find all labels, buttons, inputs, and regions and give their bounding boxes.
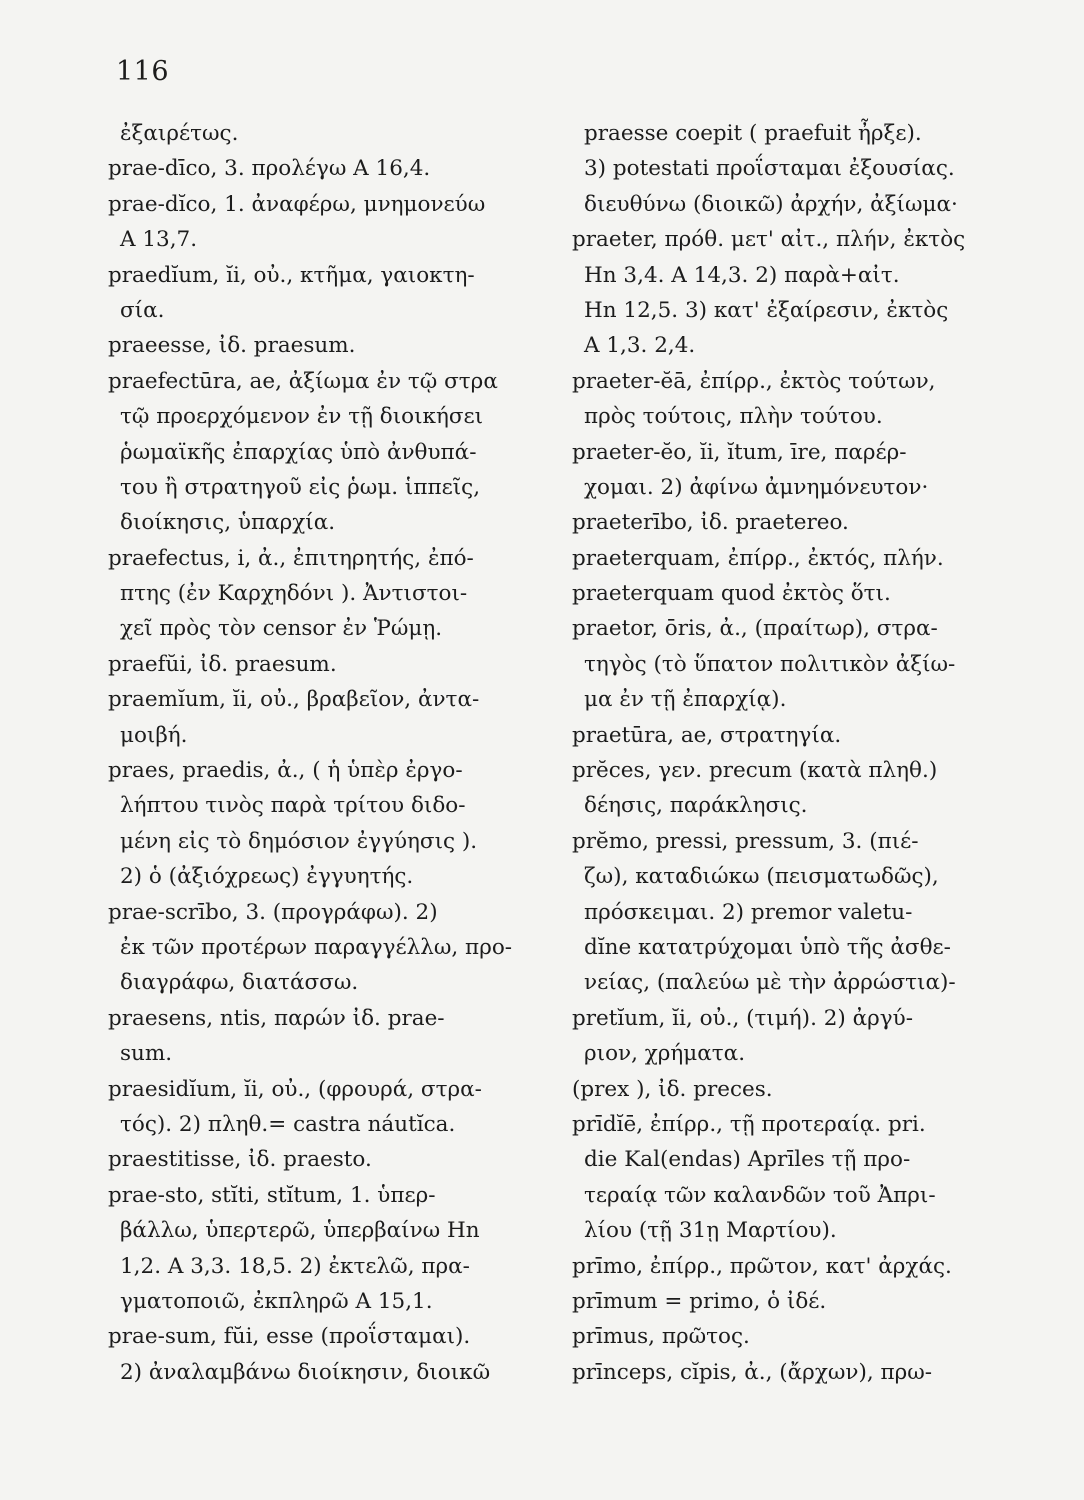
dictionary-line: praeterquam quod ἐκτὸς ὅτι. [572,581,891,607]
dictionary-line: prīmus, πρῶτος. [572,1324,750,1350]
dictionary-line: praeter-ĕo, ĭi, ĭtum, īre, παρέρ- [572,439,907,465]
dictionary-line: ἐκ τῶν προτέρων παραγγέλλω, προ- [120,934,513,960]
dictionary-line: praeterībo, ἰδ. praetereo. [572,510,849,536]
dictionary-line: prae-dīco, 3. προλέγω A 16,4. [108,156,431,182]
dictionary-line: νείας, (παλεύω μὲ τὴν ἀρρώστια)- [584,970,956,996]
dictionary-line: praemĭum, ĭi, οὐ., βραβεῖον, ἀντα- [108,687,480,713]
dictionary-line: μένη εἰς τὸ δημόσιον ἐγγύησις ). [120,828,478,854]
left-column [108,116,548,1390]
dictionary-line: praefŭi, ἰδ. praesum. [108,651,337,677]
dictionary-line: 3) potestati προΐσταμαι ἐξουσίας. [584,156,955,182]
dictionary-line: δέησις, παράκλησις. [584,793,808,819]
dictionary-line: sum. [120,1041,173,1067]
dictionary-line: dĭne κατατρύχομαι ὑπὸ τῆς ἀσθε- [584,934,951,960]
dictionary-line: πρὸς τούτοις, πλὴν τούτου. [584,404,883,430]
dictionary-line: praeter, πρόθ. μετ' αἰτ., πλήν, ἐκτὸς [572,227,966,253]
dictionary-line: prīmo, ἐπίρρ., πρῶτον, κατ' ἀρχάς. [572,1253,952,1279]
dictionary-line: 2) ὁ (ἀξιόχρεως) ἐγγυητής. [120,864,414,890]
dictionary-line: A 13,7. [120,227,198,253]
dictionary-line: ἐξαιρέτως. [120,121,239,146]
dictionary-line: prĕces, γεν. precum (κατὰ πληθ.) [572,758,938,784]
dictionary-line: prae-sto, stĭti, stĭtum, 1. ὑπερ- [108,1182,436,1208]
dictionary-line: praesens, ntis, παρών ἰδ. prae- [108,1005,445,1031]
dictionary-line: διαγράφω, διατάσσω. [120,970,359,996]
dictionary-line: διευθύνω (διοικῶ) ἀρχήν, ἀξίωμα· [584,191,958,217]
dictionary-line: praetor, ōris, ἀ., (πραίτωρ), στρα- [572,616,938,642]
dictionary-line: χομαι. 2) ἀφίνω ἀμνημόνευτον· [584,474,929,500]
dictionary-line: του ἢ στρατηγοῦ εἰς ῥωμ. ἱππεῖς, [120,474,481,500]
dictionary-line: praefectūra, ae, ἀξίωμα ἐν τῷ στρα [108,368,498,394]
dictionary-line: Hn 12,5. 3) κατ' ἐξαίρεσιν, ἐκτὸς [584,297,949,323]
dictionary-line: prīdĭē, ἐπίρρ., τῇ προτεραίᾳ. pri. [572,1111,926,1137]
dictionary-line: ῥωμαϊκῆς ἐπαρχίας ὑπὸ ἀνθυπά- [120,439,477,465]
dictionary-line: prae-sum, fŭi, esse (προΐσταμαι). [108,1324,471,1350]
dictionary-line: praeesse, ἰδ. praesum. [108,333,356,359]
dictionary-line: die Kal(endas) Aprīles τῇ προ- [584,1147,911,1173]
dictionary-line: χεῖ πρὸς τὸν censor ἐν Ῥώμῃ. [120,616,443,642]
dictionary-line: pretĭum, ĭi, οὐ., (τιμή). 2) ἀργύ- [572,1005,913,1031]
dictionary-line: τεραίᾳ τῶν καλανδῶν τοῦ Ἀπρι- [584,1182,936,1208]
dictionary-line: praes, praedis, ἀ., ( ἡ ὑπὲρ ἐργο- [108,758,463,784]
dictionary-line: τηγὸς (τὸ ὕπατον πολιτικὸν ἀξίω- [584,651,956,677]
dictionary-line: ριον, χρήματα. [584,1041,746,1067]
dictionary-line: prĕmo, pressi, pressum, 3. (πιέ- [572,828,919,854]
dictionary-line: βάλλω, ὑπερτερῶ, ὑπερβαίνω Hn [120,1218,480,1244]
dictionary-line: Hn 3,4. A 14,3. 2) παρὰ+αἰτ. [584,262,900,288]
dictionary-line: λήπτου τινὸς παρὰ τρίτου διδο- [120,793,466,819]
dictionary-line: διοίκησις, ὑπαρχία. [120,510,336,536]
dictionary-line: πτης (ἐν Καρχηδόνι ). Ἀντιστοι- [120,581,468,607]
dictionary-line: praeterquam, ἐπίρρ., ἐκτός, πλήν. [572,545,944,571]
dictionary-line: A 1,3. 2,4. [584,333,696,359]
dictionary-line: prīmum = primo, ὁ ἰδέ. [572,1288,827,1314]
dictionary-line: praeter-ĕā, ἐπίρρ., ἐκτὸς τούτων, [572,368,936,394]
dictionary-line: γματοποιῶ, ἐκπληρῶ A 15,1. [120,1288,433,1314]
dictionary-line: ζω), καταδιώκω (πεισματωδῶς), [584,864,939,890]
page-number: 116 [116,56,170,87]
dictionary-line: prae-dĭco, 1. ἀναφέρω, μνημονεύω [108,191,486,217]
dictionary-line: μοιβή. [120,722,188,748]
dictionary-line: 1,2. A 3,3. 18,5. 2) ἐκτελῶ, πρα- [120,1253,470,1279]
dictionary-line: prae-scrībo, 3. (προγράφω). 2) [108,899,438,925]
dictionary-line: praetūra, ae, στρατηγία. [572,722,842,748]
dictionary-line: τῷ προερχόμενον ἐν τῇ διοικήσει [120,404,484,430]
dictionary-line: τός). 2) πληθ.= castra náutĭca. [120,1111,456,1137]
dictionary-line: praedĭum, ĭi, οὐ., κτῆμα, γαιοκτη- [108,262,475,288]
dictionary-line: σία. [120,297,165,323]
right-column [572,116,1002,1390]
dictionary-line: λίου (τῇ 31ῃ Μαρτίου). [584,1218,837,1244]
dictionary-line: praesidĭum, ĭi, οὐ., (φρουρά, στρα- [108,1076,482,1102]
dictionary-line: 2) ἀναλαμβάνω διοίκησιν, διοικῶ [120,1359,491,1385]
dictionary-line: prīnceps, cĭpis, ἀ., (ἄρχων), πρω- [572,1359,933,1385]
dictionary-line: πρόσκειμαι. 2) premor valetu- [584,899,913,925]
dictionary-line: praefectus, i, ἀ., ἐπιτηρητής, ἐπό- [108,545,474,571]
dictionary-line: praesse coepit ( praefuit ἦρξε). [584,121,922,146]
dictionary-line: μα ἐν τῇ ἐπαρχίᾳ). [584,687,787,713]
dictionary-line: praestitisse, ἰδ. praesto. [108,1147,372,1173]
dictionary-line: (prex ), ἰδ. preces. [572,1076,773,1102]
